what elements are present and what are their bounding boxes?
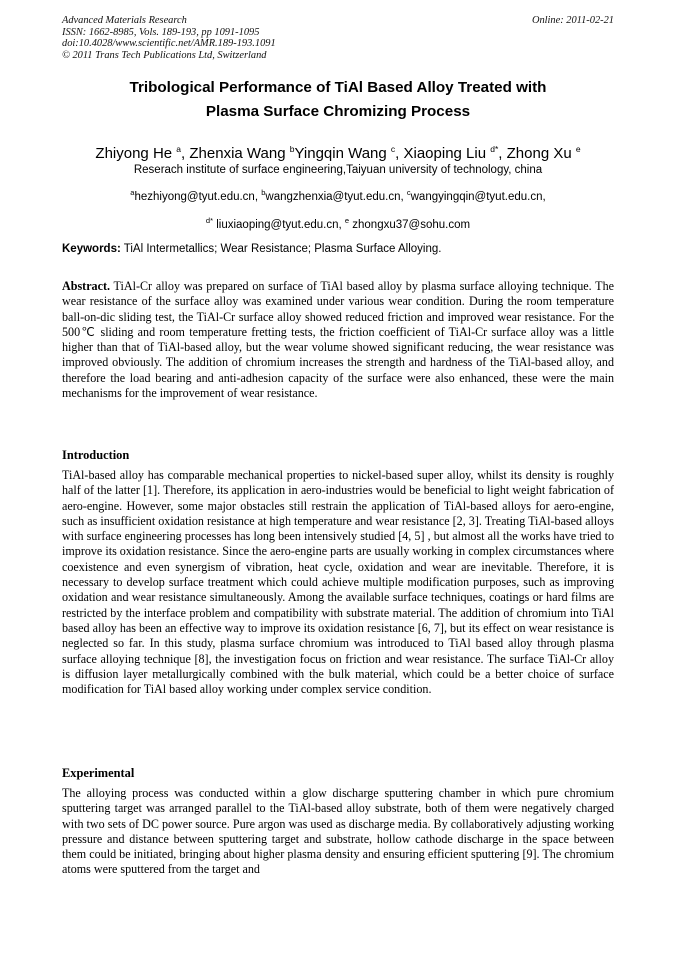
abstract [62, 279, 614, 401]
introduction-text: TiAl-based alloy has comparable mechanical properties to nickel-based super alloy, whilst its density is roughly half of the latter [1]. Therefore, its application in aero-industries would be beneficial to light weight fabrication of aero-engine. However, some major obstacles still restrain the application of TiAl-based alloys for aero-engine, such as insufficient oxidation resistance at high temperature and wear resistance [2, 3]. Treating TiAl-based alloys with surface engineering processes has long been intensively studied [4, 5] , but almost all the works have tried to improve its oxidation resistance. Since the aero-engine parts are usually working in complex circumstances where coexistence and even synergism of vibration, heat cycle, oxidation and wear are inevitable. Therefore, it is necessary to develop surface treatment which could achieve multiple modification purposes, such as improving oxidation and wear resistance simultaneously. Among the available surface techniques, coatings or hard films are restricted by the interface problem and compatibility with substrate material. The addition of chromium into TiAl based alloy has been an effective way to improve its oxidation resistance [6, 7], but its effect on wear resistance is neglected so far. In this study, plasma surface chromium was introduced to TiAl based alloy through plasma surface alloying technique [8], the investigation focus on friction and wear resistance. The surface TiAl-Cr alloy is diffusion layer metallurgically combined with the bulk material, which could be a better choice of surface modification for TiAl based alloy working under complex service condition. [62, 468, 614, 697]
journal-issn: ISSN: 1662-8985, Vols. 189-193, pp 1091-1095 [62, 26, 260, 38]
email-address[interactable]: zhongxu37@sohu.com [349, 219, 471, 231]
title-line-1: Tribological Performance of TiAl Based Alloy Treated with [129, 79, 547, 96]
email-mark: a [130, 188, 135, 197]
author-name: Xiaoping Liu [403, 145, 487, 162]
author-name: Zhong Xu [506, 145, 572, 162]
author-name: Zhenxia Wang [189, 145, 286, 162]
abstract-label: Abstract. [62, 279, 111, 293]
keywords-text: TiAl Intermetallics; Wear Resistance; Plasma Surface Alloying. [120, 243, 442, 255]
journal-header [62, 15, 276, 61]
email-mark: c [406, 188, 411, 197]
email-address[interactable]: wangyingqin@tyut.edu.cn, [410, 191, 546, 203]
author-affil-mark: a [176, 144, 182, 154]
author-affil-mark: d* [490, 144, 499, 154]
keywords [62, 242, 614, 257]
author-name: Yingqin Wang [294, 145, 387, 162]
introduction-heading: Introduction [62, 448, 130, 462]
author-affil-mark: c [390, 144, 396, 154]
author-separator: , [498, 145, 507, 162]
affiliation: Reserach institute of surface engineering,Taiyuan university of technology, china [133, 164, 543, 176]
abstract-text: TiAl-Cr alloy was prepared on surface of TiAl based alloy by plasma surface alloying technique. The wear resistance of the surface alloy was examined under various wear condition. During the room temperature ball-on-dic sliding test, the TiAl-Cr surface alloy showed reduced friction and improved wear resistance. For the 500℃ sliding and room temperature fretting tests, the friction coefficient of TiAl-Cr surface alloy was a little higher than that of TiAl-based alloy, but the wear volume showed significant reducing, the wear resistance was improved obviously. The addition of chromium increases the strength and hardness of the TiAl-based alloy, and therefore the load bearing and anti-adhesion capacity of the surface were also enhanced, these were the main mechanisms for the improvement of wear resistance. [62, 279, 614, 401]
title-line-2: Plasma Surface Chromizing Process [205, 103, 471, 120]
journal-name: Advanced Materials Research [62, 15, 187, 26]
email-mark: d* [205, 216, 214, 225]
online-date: Online: 2011-02-21 [531, 15, 614, 26]
email-line-1 [62, 181, 614, 209]
author-name: Zhiyong He [95, 145, 173, 162]
email-mark: b [261, 188, 266, 197]
journal-copyright: © 2011 Trans Tech Publications Ltd, Switzerland [62, 49, 267, 61]
email-address[interactable]: hezhiyong@tyut.edu.cn, [134, 191, 262, 203]
paper-title [62, 76, 614, 124]
journal-doi: doi:10.4028/www.scientific.net/AMR.189-193.1091 [62, 38, 276, 50]
experimental-text: The alloying process was conducted within a glow discharge sputtering chamber in which pure chromium sputtering target was arranged parallel to the TiAl-based alloy substrate, both of them were negatively charged with two sets of DC power source. Pure argon was used as discharge media. By collaboratively adjusting working pressure and distance between sputtering target and substrate, hollow cathode discharge in the space between them could be initiated, bringing about higher plasma density and ensuring efficient sputtering [9]. The chromium atoms were sputtered from the target and [62, 786, 614, 877]
keywords-label: Keywords: [62, 243, 121, 255]
email-mark: e [344, 216, 350, 225]
email-address[interactable]: liuxiaoping@tyut.edu.cn, [213, 219, 345, 231]
author-affil-mark: e [575, 144, 581, 154]
author-separator: , [181, 145, 190, 162]
author-emails [62, 181, 614, 237]
email-line-2 [62, 209, 614, 237]
author-affil-mark: b [289, 144, 295, 154]
experimental-heading: Experimental [62, 766, 135, 780]
email-address[interactable]: wangzhenxia@tyut.edu.cn, [265, 191, 407, 203]
author-list [62, 139, 614, 164]
author-separator: , [395, 145, 404, 162]
